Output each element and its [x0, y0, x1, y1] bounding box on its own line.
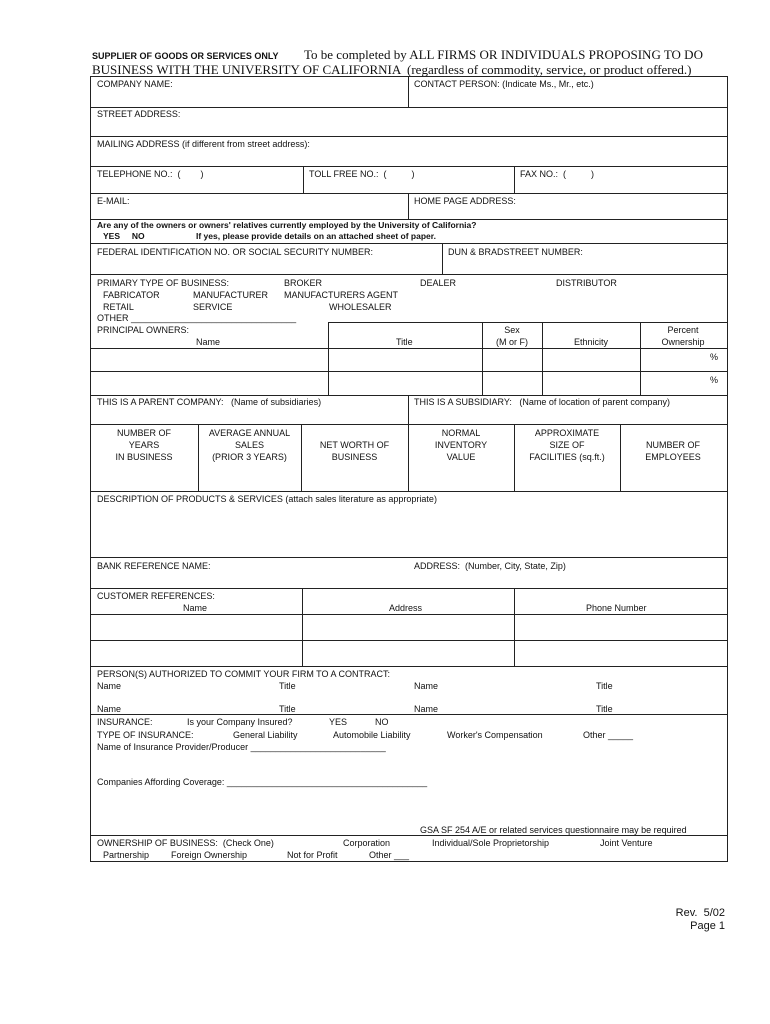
home-page-field[interactable]: HOME PAGE ADDRESS: [414, 196, 516, 206]
ownership-individual[interactable]: Individual/Sole Proprietorship [432, 838, 550, 848]
years-header-1: NUMBER OF [117, 428, 171, 438]
size-header-1: APPROXIMATE [534, 428, 600, 438]
authorized-title-3[interactable]: Title [279, 704, 296, 714]
insurance-type-label: TYPE OF INSURANCE: [97, 730, 194, 740]
insurance-yes[interactable]: YES [329, 717, 348, 727]
employment-question: Are any of the owners or owners' relatives currently employed by the University of California? [97, 220, 477, 230]
header-line1: To be completed by ALL FIRMS OR INDIVIDUALS PROPOSING TO DO [304, 47, 703, 62]
street-address-field[interactable]: STREET ADDRESS: [97, 109, 181, 119]
type-manufacturer[interactable]: MANUFACTURER [193, 290, 269, 300]
employees-header-1: NUMBER OF [646, 440, 700, 450]
type-manufacturers-agent[interactable]: MANUFACTURERS AGENT [284, 290, 399, 300]
owner-row-2-pct: % [710, 375, 719, 385]
mailing-address-field[interactable]: MAILING ADDRESS (if different from street address): [97, 139, 310, 149]
authorized-name-1[interactable]: Name [97, 681, 122, 691]
insurance-no[interactable]: NO [375, 717, 389, 727]
networth-header-2: BUSINESS [331, 452, 378, 462]
owners-ethnicity-header: Ethnicity [573, 337, 608, 347]
inventory-header-3: VALUE [446, 452, 476, 462]
insurance-auto[interactable]: Automobile Liability [333, 730, 411, 740]
insurance-workers[interactable]: Worker's Compensation [447, 730, 543, 740]
business-type-label: PRIMARY TYPE OF BUSINESS: [97, 278, 230, 288]
owner-row-1-pct: % [710, 352, 719, 362]
authorized-name-4[interactable]: Name [414, 704, 439, 714]
contact-person-field[interactable]: CONTACT PERSON: (Indicate Ms., Mr., etc.) [414, 79, 594, 89]
employment-yes-no[interactable]: YES NO [103, 231, 145, 241]
owners-percent-header-2: Ownership [661, 337, 705, 347]
owners-percent-header-1: Percent [667, 325, 699, 335]
employment-instruction: If yes, please provide details on an attached sheet of paper. [196, 231, 436, 241]
owners-title-header: Title [396, 337, 413, 347]
parent-company-field[interactable]: THIS IS A PARENT COMPANY: (Name of subsidiaries) [97, 397, 322, 407]
type-dealer[interactable]: DEALER [420, 278, 457, 288]
insurance-question: Is your Company Insured? [187, 717, 293, 727]
customer-references-label: CUSTOMER REFERENCES: [97, 591, 215, 601]
inventory-header-1: NORMAL [441, 428, 481, 438]
authorized-label: PERSON(S) AUTHORIZED TO COMMIT YOUR FIRM TO A CONTRACT: [97, 669, 391, 679]
type-broker[interactable]: BROKER [284, 278, 323, 288]
description-field[interactable]: DESCRIPTION OF PRODUCTS & SERVICES (attach sales literature as appropriate) [97, 494, 437, 504]
insurance-label: INSURANCE: [97, 717, 153, 727]
header-bold-prefix: SUPPLIER OF GOODS OR SERVICES ONLY [92, 51, 279, 61]
insurance-other[interactable]: Other _____ [583, 730, 634, 740]
ownership-partnership[interactable]: Partnership [103, 850, 150, 860]
type-service[interactable]: SERVICE [193, 302, 233, 312]
customer-name-header: Name [183, 603, 208, 613]
size-header-2: SIZE OF [549, 440, 585, 450]
authorized-title-4[interactable]: Title [596, 704, 613, 714]
owners-sex-header-2: (M or F) [496, 337, 528, 347]
bank-address-field[interactable]: ADDRESS: (Number, City, State, Zip) [414, 561, 566, 571]
owners-sex-header-1: Sex [504, 325, 520, 335]
employees-header-2: EMPLOYEES [645, 452, 701, 462]
ownership-corporation[interactable]: Corporation [343, 838, 391, 848]
authorized-title-2[interactable]: Title [596, 681, 613, 691]
customer-phone-header: Phone Number [586, 603, 647, 613]
toll-free-field[interactable]: TOLL FREE NO.: ( ) [309, 169, 415, 179]
fax-field[interactable]: FAX NO.: ( ) [520, 169, 595, 179]
revision-label: Rev. 5/02 [675, 907, 725, 919]
sales-header-1: AVERAGE ANNUAL [208, 428, 291, 438]
sales-header-3: (PRIOR 3 YEARS) [212, 452, 287, 462]
company-name-field[interactable]: COMPANY NAME: [97, 79, 173, 89]
header-line2: BUSINESS WITH THE UNIVERSITY OF CALIFORNIA (regardless of commodity, service, or product offered.) [92, 62, 692, 77]
owners-name-header: Name [196, 337, 221, 347]
type-distributor[interactable]: DISTRIBUTOR [556, 278, 617, 288]
authorized-name-2[interactable]: Name [414, 681, 439, 691]
authorized-title-1[interactable]: Title [279, 681, 296, 691]
ownership-label: OWNERSHIP OF BUSINESS: (Check One) [97, 838, 274, 848]
insurance-provider-field[interactable]: Name of Insurance Provider/Producer ___________________________ [97, 742, 386, 752]
ownership-nonprofit[interactable]: Not for Profit [287, 850, 338, 860]
ownership-joint-venture[interactable]: Joint Venture [600, 838, 653, 848]
gsa-note: GSA SF 254 A/E or related services questionnaire may be required [420, 825, 687, 835]
type-retail[interactable]: RETAIL [103, 302, 134, 312]
authorized-name-3[interactable]: Name [97, 704, 122, 714]
telephone-field[interactable]: TELEPHONE NO.: ( ) [97, 169, 204, 179]
principal-owners-label: PRINCIPAL OWNERS: [97, 325, 190, 335]
size-header-3: FACILITIES (sq.ft.) [529, 452, 605, 462]
years-header-3: IN BUSINESS [115, 452, 173, 462]
ownership-other[interactable]: Other ___ [369, 850, 410, 860]
type-other[interactable]: OTHER _________________________________ [97, 313, 297, 323]
duns-field[interactable]: DUN & BRADSTREET NUMBER: [448, 247, 583, 257]
years-header-2: YEARS [128, 440, 160, 450]
sales-header-2: SALES [234, 440, 265, 450]
bank-name-field[interactable]: BANK REFERENCE NAME: [97, 561, 211, 571]
insurance-general[interactable]: General Liability [233, 730, 298, 740]
subsidiary-field[interactable]: THIS IS A SUBSIDIARY: (Name of location of parent company) [414, 397, 670, 407]
customer-address-header: Address [389, 603, 423, 613]
type-wholesaler[interactable]: WHOLESALER [329, 302, 392, 312]
email-field[interactable]: E-MAIL: [97, 196, 130, 206]
companies-affording-field[interactable]: Companies Affording Coverage: ________________________________________ [97, 777, 428, 787]
ownership-foreign[interactable]: Foreign Ownership [171, 850, 248, 860]
inventory-header-2: INVENTORY [434, 440, 488, 450]
federal-id-field[interactable]: FEDERAL IDENTIFICATION NO. OR SOCIAL SECURITY NUMBER: [97, 247, 374, 257]
page-number: Page 1 [690, 920, 725, 932]
type-fabricator[interactable]: FABRICATOR [103, 290, 160, 300]
networth-header-1: NET WORTH OF [319, 440, 390, 450]
